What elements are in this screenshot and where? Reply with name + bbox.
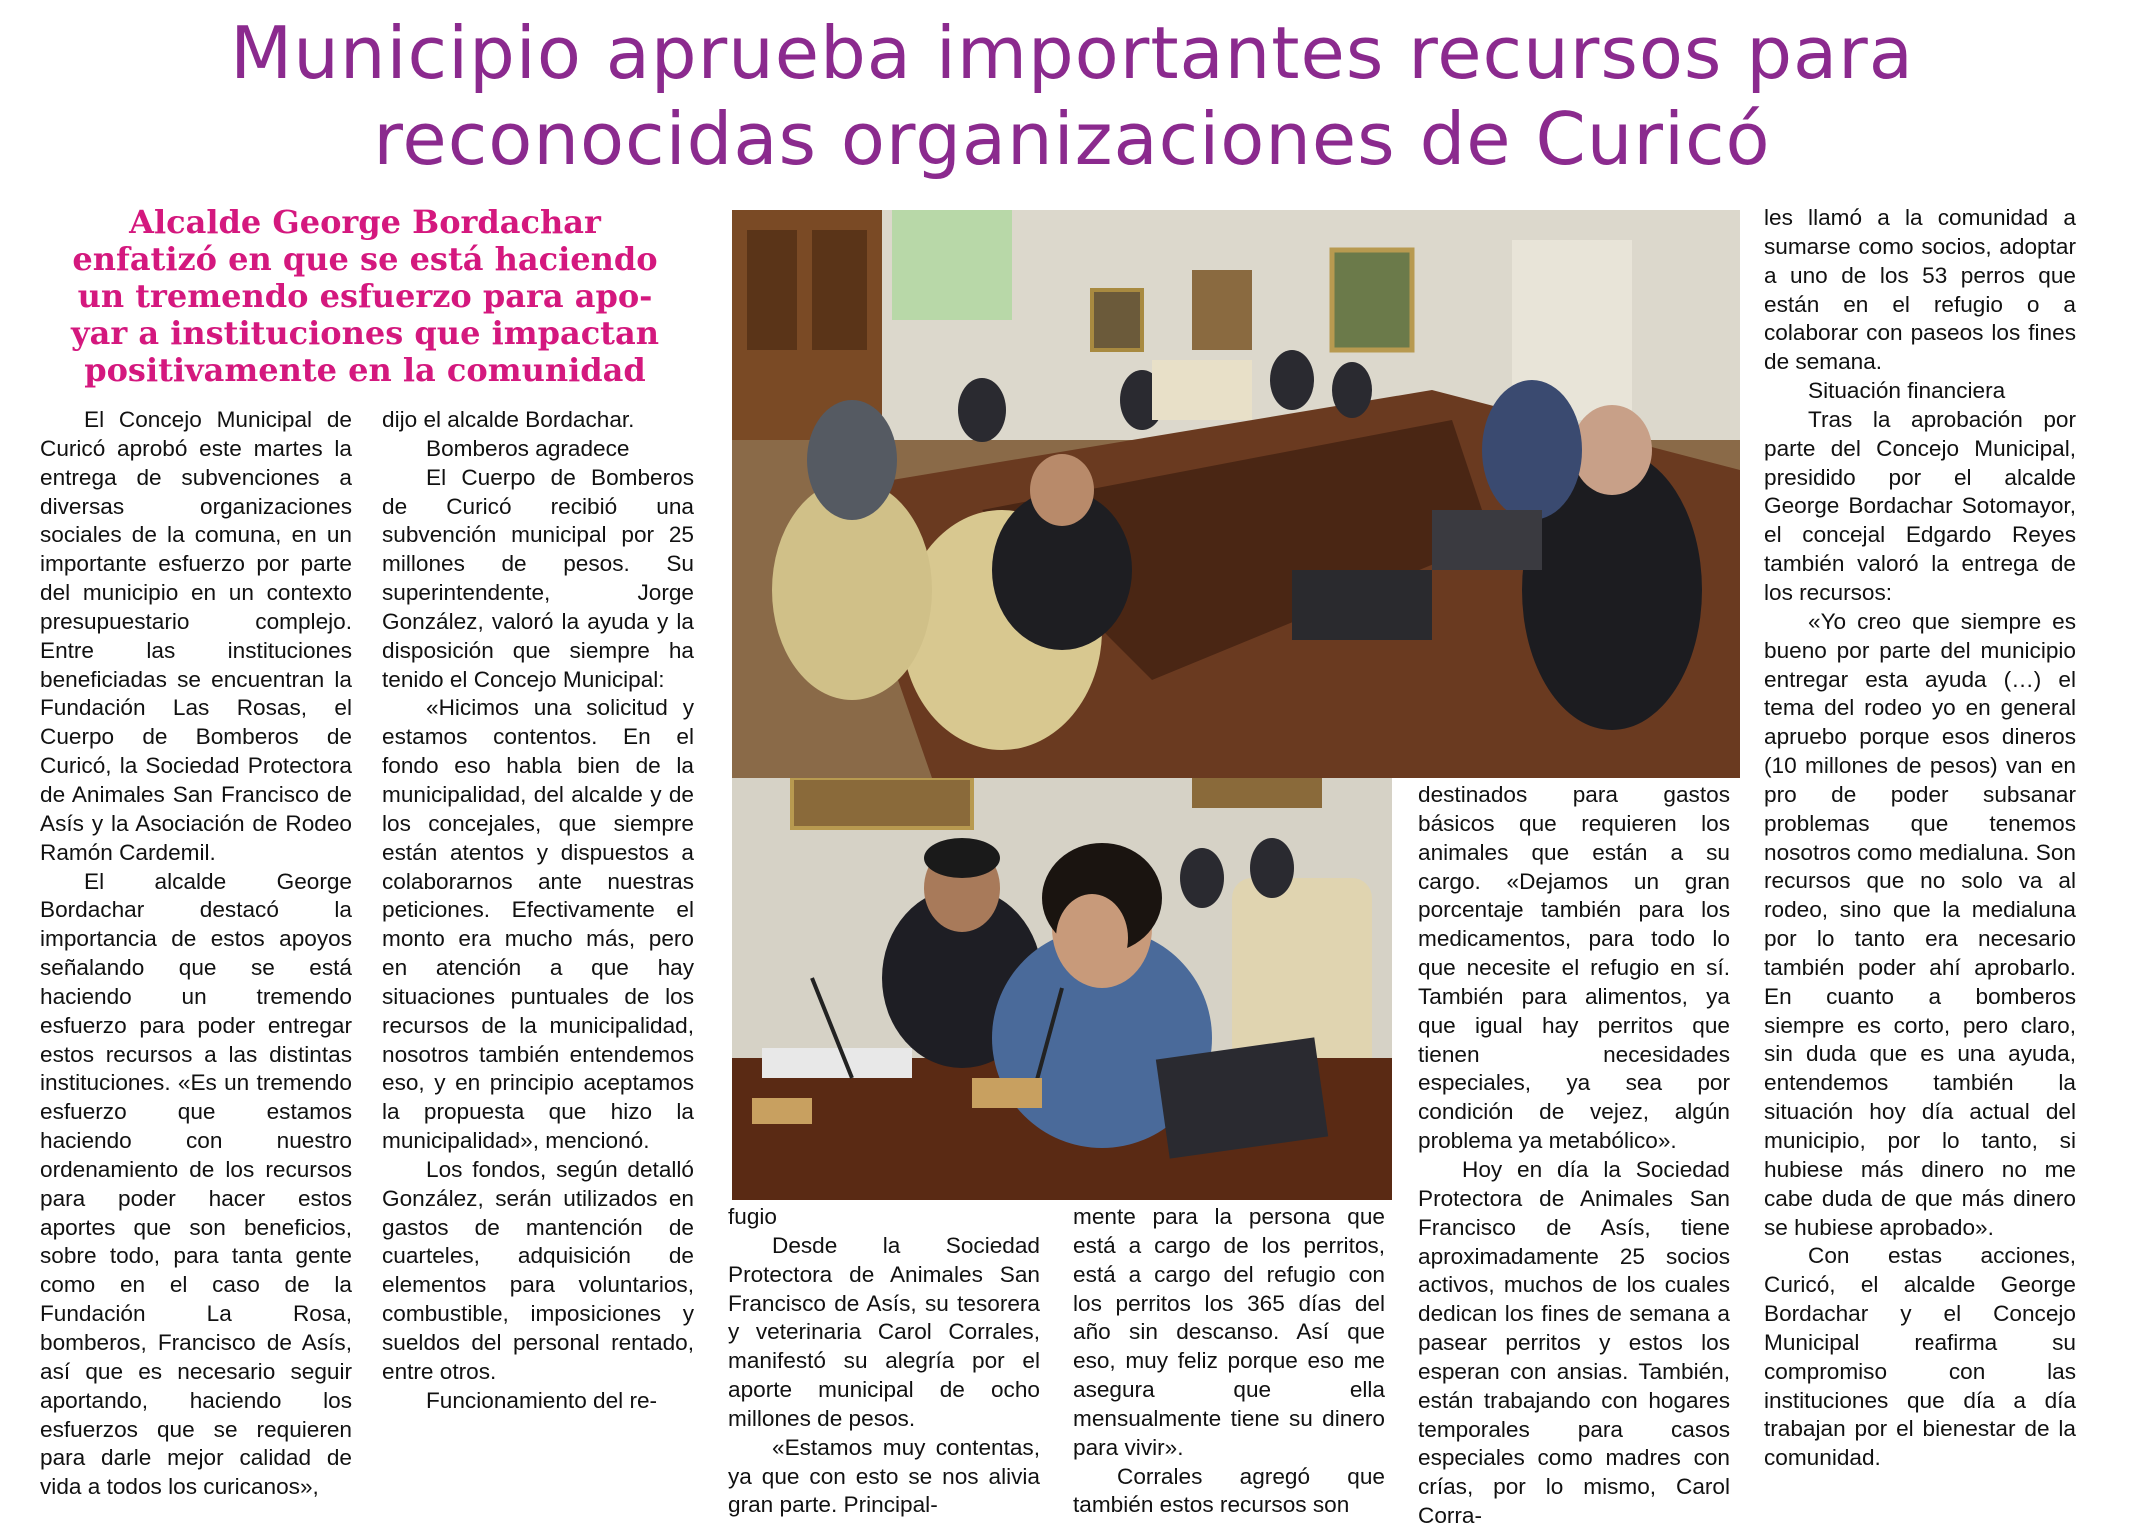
paragraph: «Estamos muy contentas, ya que con esto se nos alivia gran parte. Principal- <box>728 1434 1040 1518</box>
article-column <box>382 406 694 1416</box>
paragraph: fugio <box>728 1204 777 1229</box>
article-column <box>728 1203 1040 1520</box>
paragraph: les llamó a la comunidad a sumarse como socios, adoptar a uno de los 53 perros que están en el refugio o a colaborar con paseos los fines de semana. <box>1764 205 2076 375</box>
paragraph: destinados para gastos básicos que requieren los animales que están a su cargo. «Dejamos un gran porcentaje también para los medicamentos, para todo lo que necesite el refugio en sí. También para alimentos, ya que igual hay perritos que tienen necesidades especiales, ya sea por condición de vejez, algún problema ya metabólico». <box>1418 782 1730 1154</box>
paragraph: El Cuerpo de Bomberos de Curicó recibió una subvención municipal por 25 millones de pesos. Su superintendente, Jorge González, valoró la ayuda y la disposición que siempre ha tenido el Concejo Municipal: <box>382 464 694 692</box>
paragraph: Con estas acciones, Curicó, el alcalde George Bordachar y el Concejo Municipal reafirma su compromiso con las instituciones que día a día trabajan por el bienestar de la comunidad. <box>1764 1243 2076 1471</box>
section-subhead: Bomberos agradece <box>426 435 630 461</box>
paragraph: Funcionamiento del re- <box>426 1387 658 1413</box>
paragraph: El Concejo Municipal de Curicó aprobó este martes la entrega de subvenciones a diversas organizaciones sociales de la comuna, en un importante esfuerzo por parte del municipio en un contexto presupuestario complejo. Entre las instituciones beneficiadas se encuentran la Fundación Las Rosas, el Cuerpo de Bomberos de Curicó, la Sociedad Protectora de Animales San Francisco de Asís y la Asociación de Rodeo Ramón Cardemil. <box>40 407 352 865</box>
paragraph: El alcalde George Bordachar destacó la importancia de estos apoyos señalando que se está haciendo un tremendo esfuerzo para poder entregar estos recursos a las distintas instituciones. «Es un tremendo esfuerzo que estamos haciendo con nuestro ordenamiento de los recursos para poder hacer estos aportes que son beneficios, sobre todo, para tanta gente como en el caso de la Fundación La Rosa, bomberos, Francisco de Asís, así que es necesario seguir aportando, haciendo los esfuerzos que se requieren para darle mejor calidad de vida a todos los curicanos», <box>40 868 352 1500</box>
paragraph: mente para la persona que está a cargo de los perritos, está a cargo del refugio con los perritos los 365 días del año sin descanso. Así que eso, muy feliz porque eso me asegura que ella mensualmente tiene su dinero para vivir». <box>1073 1204 1385 1460</box>
paragraph: «Hicimos una solicitud y estamos contentos. En el fondo eso habla bien de la municipalidad, del alcalde y de los concejales, que siempre están atentos y dispuestos a colaborarnos ante nuestras peticiones. Efectivamente el monto era mucho más, pero en atención a que hay situaciones puntuales de los recursos de la municipalidad, nosotros también entendemos eso, y en principio aceptamos la propuesta que hizo la municipalidad», mencionó. <box>382 695 694 1154</box>
article-column <box>1764 204 2076 1473</box>
speakers-image <box>732 778 1392 1200</box>
headline <box>40 10 2104 182</box>
deck-line: yar a instituciones que impactan <box>71 314 659 352</box>
article-column <box>1418 781 1730 1531</box>
paragraph: Hoy en día la Sociedad Protectora de Animales San Francisco de Asís, tiene aproximadamente 25 socios activos, muchos de los cuales dedican los fines de semana a pasear perritos y estos los esperan con ansias. También, están trabajando con hogares temporales para casos especiales como madres con crías, por lo mismo, Carol Corra- <box>1418 1156 1730 1529</box>
deck-line: enfatizó en que se está haciendo <box>72 240 658 278</box>
paragraph: Tras la aprobación por parte del Concejo Municipal, presidido por el alcalde George Bordachar Sotomayor, el concejal Edgardo Reyes también valoró la entrega de los recursos: <box>1764 406 2076 605</box>
headline-line: reconocidas organizaciones de Curicó <box>373 97 1771 181</box>
deck-subheadline <box>40 204 690 389</box>
headline-line: Municipio aprueba importantes recursos para <box>230 11 1914 95</box>
paragraph: «Yo creo que siempre es bueno por parte del municipio entregar esta ayuda (…) el tema del rodeo yo en general apruebo porque esos dineros (10 millones de pesos) van en pro de poder subsanar problemas que tenemos nosotros como medialuna. Son recursos que no solo va al rodeo, sino que la medialuna por lo tanto era necesario también poder ahí aprobarlo. En cuanto a bomberos siempre es corto, pero claro, sin duda que es una ayuda, entendemos también la situación hoy día actual del municipio, por lo tanto, si hubiese más dinero no me cabe duda de que más dinero se hubiese aprobado». <box>1764 608 2076 1240</box>
paragraph: Corrales agregó que también estos recursos son <box>1073 1463 1385 1518</box>
council-meeting-image <box>732 210 1740 778</box>
article-column <box>40 406 352 1502</box>
deck-line: un tremendo esfuerzo para apo- <box>77 277 653 315</box>
deck-line: Alcalde George Bordachar <box>129 203 601 241</box>
deck-line: positivamente en la comunidad <box>84 351 646 389</box>
council-meeting-photo <box>732 210 1740 778</box>
section-subhead: Situación financiera <box>1808 378 2006 404</box>
article-column <box>1073 1203 1385 1520</box>
paragraph: Los fondos, según detalló González, serán utilizados en gastos de mantención de cuarteles, adquisición de elementos para voluntarios, combustible, imposiciones y sueldos del personal rentado, entre otros. <box>382 1156 694 1384</box>
paragraph: Desde la Sociedad Protectora de Animales San Francisco de Asís, su tesorera y veterinaria Carol Corrales, manifestó su alegría por el aporte municipal de ocho millones de pesos. <box>728 1232 1040 1431</box>
paragraph: dijo el alcalde Bordachar. <box>382 407 635 432</box>
speakers-photo <box>732 778 1392 1200</box>
